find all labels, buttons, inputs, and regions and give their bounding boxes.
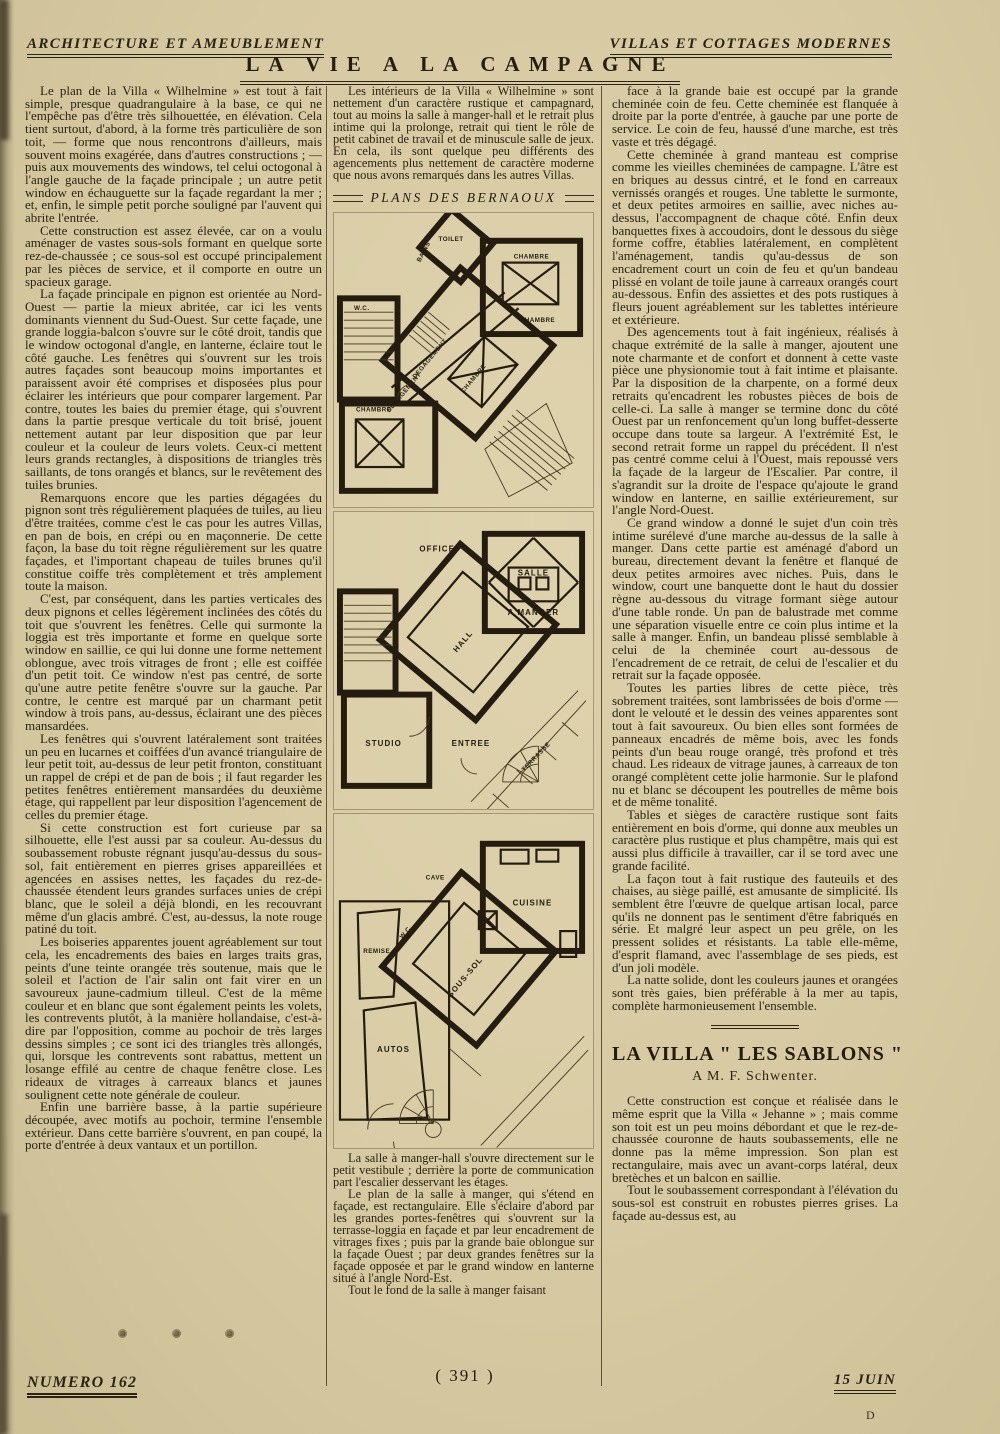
masthead-title: LA VIE A LA CAMPAGNE xyxy=(240,52,680,85)
paragraph: Tout le fond de la salle à manger faisant xyxy=(348,1282,546,1297)
paragraph: La façon tout à fait rustique des fauteuils et des chaises, au siège paillé, est amusante de simplicité. Ils semblent être l'œuvre de quelque artisan local, parce qu'ils ne donnent pas le sentiment d'être fabriqués en série. Et malgré leur aspect un peu grêle, on les pressent solides et résistants. La table elle-même, d'esprit flamand, avec l'assemblage de ses pieds, est d'un joli modèle. xyxy=(612,870,898,975)
floor-plan-sous-sol xyxy=(333,813,594,1148)
plan-room-label: CAVE xyxy=(425,874,445,882)
plan-room-label: CHAMBRE xyxy=(513,253,550,261)
paragraph: Remarquons encore que les parties dégagées du pignon sont très régulièrement plaquées de tuiles, au lieu d'être traitées, comme c'est le cas pour les autres Villas, en pan de bois, en crépi ou en maçonnerie. De cette façon, la base du toit règne régulièrement sur les quatre façades, et l'important chapeau de tuiles brunes qu'il constitue coiffe très complètement et très amplement toute la maison. xyxy=(25,489,322,594)
plan-room-label: DEGAGEMENT xyxy=(385,371,423,414)
right-column xyxy=(612,83,903,1223)
page-edge-mark xyxy=(0,1214,8,1434)
paragraph: Le plan de la Villa « Wilhelmine » est tout à fait simple, presque quadrangulaire à la base, ce qui ne l'empêche pas d'être très silhouettée, en élévation. Cela tient surtout, d'abord, à la forme très particulière de son toit, — forme que nous rencontrons d'ailleurs, mais souvent moins exagérée, dans d'autres constructions ; — puis aux mouvements des windows, tel celui octogonal à l'angle gauche de la façade principale ; un autre petit window en échauguette sur la façade regardant la mer ; et, enfin, le simple petit porche souligné par l'auvent qui abrite l'entrée. xyxy=(25,83,322,226)
paragraph: La salle à manger-hall s'ouvre directement sur le petit vestibule ; derrière la porte de communication part l'escalier desservant les étages. xyxy=(333,1150,594,1189)
plan-room-label: CHAMBRE xyxy=(355,406,392,414)
paragraph: La façade principale en pignon est orientée au Nord-Ouest — partie la mieux abritée, car ici les vents dominants viennent du Sud-Ouest. Sur cette façade, une grande loggia-balcon s'ouvre sur le côté droit, tandis que le window octogonal d'angle, en lanterne, éclaire tout le côté gauche. Les fenêtres qui s'ouvrent sur les trois autres façades sont beaucoup moins importantes et paraissent avoir été comprises et disposées plus pour éclairer les intérieurs que pour comparer largement. Par contre, toutes les baies du premier étage, qui s'ouvrent dans la partie presque verticale du toit brisé, jouent nettement autant par leur disposition que par leur couleur et la couleur de leurs volets. Ceux-ci mettent leurs grands rectangles, à dispositions de triangles très saillants, de tons orangés et blancs, sur le revêtement des tuiles brunies. xyxy=(25,286,322,492)
plan-room-label: W.C. xyxy=(398,924,414,941)
plan-room-label: SOUS-SOL xyxy=(445,955,485,1000)
plan-room-label: A MANGER xyxy=(507,607,560,617)
paragraph: Tout le soubassement correspondant à l'élévation du sous-sol est construit en robustes pierres grises. La façade au-dessus est, au xyxy=(612,1182,898,1223)
section-subtitle: A M. F. Schwenter. xyxy=(692,1069,818,1085)
rosette-icon xyxy=(118,1329,127,1338)
column-rule xyxy=(601,86,602,1386)
plan-room-label: HALL xyxy=(451,628,475,654)
plan-room-label: ENTREE xyxy=(451,738,491,748)
plan-room-label: SALLE xyxy=(517,568,550,578)
plan-room-label: OFFICE xyxy=(419,544,456,554)
plan-room-label: AUTOS xyxy=(377,1045,411,1055)
paragraph: Cette cheminée à grand manteau est comprise comme les vieilles cheminées de campagne. L'âtre est en briques au dessus cintré, et le fond en carreaux vernissés orangés et rouges. Une tablette le surmonte, et deux petites armoires en saillie, avec niches au-dessus, l'accompagnent de chaque côté. Enfin deux banquettes fixes à accoudoirs, dont le dessous du siège forme coffre, établies latéralement, en complètent l'aménagement, tandis qu'au-dessus de son encadrement court un coin de feu et qu'un bandeau plissé en volant de toile jaune à carreaux orangés court au-dessous. Enfin des assiettes et des pots rustiques à fleurs jouent agréablement sur les tablettes intérieure et extérieure. xyxy=(612,146,898,327)
paragraph: Les fenêtres qui s'ouvrent latéralement sont traitées un peu en lucarnes et coiffées d'un avancé triangulaire de leur petit toit, au-dessus de leur petit fronton, constituant un rappel de crépi et de pan de bois ; il faut regarder les petites fenêtres entièrement mansardées du deuxième étage, qui rappellent par leur disposition l'agencement de celles du premier étage. xyxy=(25,730,322,823)
column-rule xyxy=(326,86,327,1386)
caption-rule xyxy=(333,195,363,202)
plans-caption xyxy=(333,190,594,206)
plan-room-label: REMISE xyxy=(363,948,391,956)
paragraph: Cette construction est conçue et réalisée dans le même esprit que la Villa « Jehanne » ; mais comme son toit est un peu moins débordant et que le rez-de-chaussée couronne de hauts soubassements, elle ne donne pas la même impression. Son plan est rectangulaire, mais avec un avant-corps latéral, deux bretèches et un balcon en saillie. xyxy=(612,1093,898,1185)
floor-plan-etage-drawing xyxy=(334,213,593,507)
section-divider xyxy=(711,1025,799,1029)
footer-signature-mark: D xyxy=(866,1408,875,1422)
header-rubric-right: VILLAS ET COTTAGES MODERNES xyxy=(610,36,892,58)
paragraph: Toutes les parties libres de cette pièce, très sobrement traitées, sont lambrissées de bois d'orme — dont le velouté et le dessin des veines apparentes sont tout à fait savoureux. Ou bien elles sont formées de panneaux encadrés de même bois, avec les fonds peints d'un beau rouge orangé, très profond et très chaud. Les rideaux de vitrage jaunes, à carreaux de ton orangé complètent cette jolie harmonie. Sur le plafond nu et blanc se découpent les poutrelles de même bois et de même tonalité. xyxy=(612,680,898,810)
floor-plan-sous-sol-drawing xyxy=(334,814,593,1147)
plan-room-label: TERRASSE xyxy=(520,740,553,773)
plan-room-label: CHAMBRE xyxy=(519,317,556,325)
paragraph: face à la grande baie est occupé par la grande cheminée coin de feu. Cette cheminée est flanquée à droite par la porte d'entrée, à gauche par une porte de service. Le coin de feu, haussé d'une marche, est très vaste et très dégagé. xyxy=(612,83,898,149)
header-rubric-left: ARCHITECTURE ET AMEUBLEMENT xyxy=(27,36,324,58)
rosette-icon xyxy=(225,1329,234,1338)
paragraph: Des agencements tout à fait ingénieux, réalisés à chaque extrémité de la salle à manger, ajoutent une note charmante et de confort et donnent à cette vaste pièce une physionomie tout à fait intime et plaisante. Par la disposition de la charpente, on a formé deux retraits qu'encadrent les robustes pièces de bois de celle-ci. La salle à manger se termine donc du côté Ouest par un renfoncement qu'un long buffet-desserte occupe dans toute sa largeur. A l'extrémité Est, le second retrait forme un rappel du précédent. Il n'est pas centré comme celui à l'Ouest, mais repoussé vers la façade de la largeur de l'Escalier. Par contre, il s'agrandit sur la droite de l'espace qu'ajoute le grand window en lanterne, en saillie extérieurement, sur l'angle Nord-Ouest. xyxy=(612,324,898,518)
plan-room-label: CHAMBRE xyxy=(459,362,488,395)
paragraph: Enfin une barrière basse, à la partie supérieure découpée, avec motifs au pochoir, termine l'ensemble extérieur. Dans cette barrière s'ouvrent, en pan coupé, la porte d'entrée à deux vantaux et un portillon. xyxy=(25,1099,322,1153)
paragraph: La natte solide, dont les couleurs jaunes et orangées sont très gaies, bien préférable à la mer au tapis, complète harmonieusement l'ensemble. xyxy=(612,972,898,1013)
plan-room-label: STUDIO xyxy=(365,738,402,748)
ornament-rosettes xyxy=(118,1329,234,1338)
footer-page-number: ( 391 ) xyxy=(435,1366,495,1385)
plan-room-label: TOILET xyxy=(438,235,464,243)
floor-plan-rdc-drawing xyxy=(334,512,593,810)
left-column xyxy=(25,85,322,1152)
floor-plan-rez-de-chaussee xyxy=(333,511,594,811)
paragraph: Tables et sièges de caractère rustique sont faits entièrement en bois d'orme, qui donne aux meubles un caractère plus rustique et plus champêtre, mais qui est aussi plus difficile à travailler, car il se tord avec une grande facilité. xyxy=(612,807,898,873)
plans-caption-label: PLANS DES BERNAOUX xyxy=(370,190,557,205)
plan-room-label: CUISINE xyxy=(512,898,553,908)
footer-date: 15 JUIN xyxy=(834,1372,896,1394)
paragraph: Ce grand window a donné le sujet d'un coin très intime surélevé d'une marche au-dessus de la salle à manger. Dans cette partie est aménagé d'abord un bureau, directement devant la fenêtre et flanqué de deux petites armoires avec niches. Puis, dans le window, court une banquette dont le haut du dossier règne au-dessous du vitrage formant siège autour d'une table ronde. Un pan de balustrade met comme une séparation visuelle entre ce coin plus intime et la salle à manger. Enfin, un bandeau plissé semblable à celui de la cheminée court au-dessous de l'encadrement de ce retrait, de celui de l'escalier et du retrait sur la façade opposée. xyxy=(612,514,898,683)
paragraph: Si cette construction est fort curieuse par sa silhouette, elle l'est aussi par sa couleur. Au-dessus du soubassement robuste régnant jusqu'au-dessus du sous-sol, fait entièrement en pierres grises appareillées et agencées en assises nettes, les façades du rez-de-chaussée étendent leurs grandes surfaces unies de crépi blanc, que le soleil a déjà blondi, en les recouvrant même d'un glacis ambré. C'est, au-dessus, la note rouge patiné du toit. xyxy=(25,819,322,937)
floor-plan-etage xyxy=(333,212,594,508)
paragraph: Le plan de la salle à manger, qui s'étend en façade, est rectangulaire. Elle s'éclaire d'abord par les grandes portes-fenêtres qui s'ouvrent sur la terrasse-loggia en façade et par leur encadrement de vitrages fixes ; puis par la grande baie oblongue sur la façade Ouest ; par deux grandes fenêtres sur la façade opposée et par le grand window en lanterne situé à l'angle Nord-Est. xyxy=(333,1186,594,1285)
paragraph: Cette construction est assez élevée, car on a voulu aménager de vastes sous-sols formant en quelque sorte rez-de-chaussée ; ce sous-sol est occupé principalement par les pièces de service, et il comporte en outre un spacieux garage. xyxy=(25,222,322,289)
paragraph: Les boiseries apparentes jouent agréablement sur tout cela, les encadrements des baies en larges traits gras, peints d'une teinte orangée très soutenue, mais que le soleil et l'action de l'air salin ont fait virer en un savoureux jaune-cadmium tilleul. C'est de la même couleur et en blanc que sont également peints les volets, les contrevents plutôt, à la manière hollandaise, c'est-à-dire par l'opposition, comme au pochoir de très larges dessins simples ; ce sont ici des triangles très allongés, qui, lorsque les contrevents sont rabattus, mettent un losange effilé au centre de chaque fenêtre close. Les rideaux de vitrages à carreaux blancs et jaunes soulignent cette note générale de couleur. xyxy=(25,934,322,1102)
plan-room-label: DEGAGEMENT xyxy=(411,337,449,381)
footer-issue-number: NUMERO 162 xyxy=(27,1374,137,1398)
section-title: LA VILLA " LES SABLONS " xyxy=(612,1043,903,1066)
page-edge-mark xyxy=(0,0,9,140)
plan-room-label: BAINS xyxy=(415,240,433,264)
middle-column xyxy=(333,85,594,1296)
caption-rule xyxy=(565,195,595,202)
paragraph: Les intérieurs de la Villa « Wilhelmine » sont nettement d'un caractère rustique et campagnard, tout au moins la salle à manger-hall et le retrait plus intime qui la prolonge, retrait qui tient le rôle de petit cabinet de travail et de minuscule salle de jeux. En cela, ils sont quelque peu différents des agencements plus nettement de caractère moderne que nous avons remarqués dans les autres Villas. xyxy=(333,84,594,182)
paragraph: C'est, par conséquent, dans les parties verticales des deux pignons et celles légèrement inclinées des côtés du toit que s'ouvrent les fenêtres. Celle qui surmonte la loggia est très importante et forme en quelque sorte window en saillie, ce qui lui donne une forme nettement oblongue, avec trois vitrages de front ; elle est coiffée d'un petit toit. Ce window n'est pas centré, de sorte qu'une autre petite fenêtre s'ouvre sur la gauche. Par contre, le centre est marqué par un charmant petit window à trois pans, au-dessus, éclairant une des pièces mansardées. xyxy=(25,591,322,734)
plan-room-label: W.C. xyxy=(354,305,370,313)
rosette-icon xyxy=(172,1329,181,1338)
